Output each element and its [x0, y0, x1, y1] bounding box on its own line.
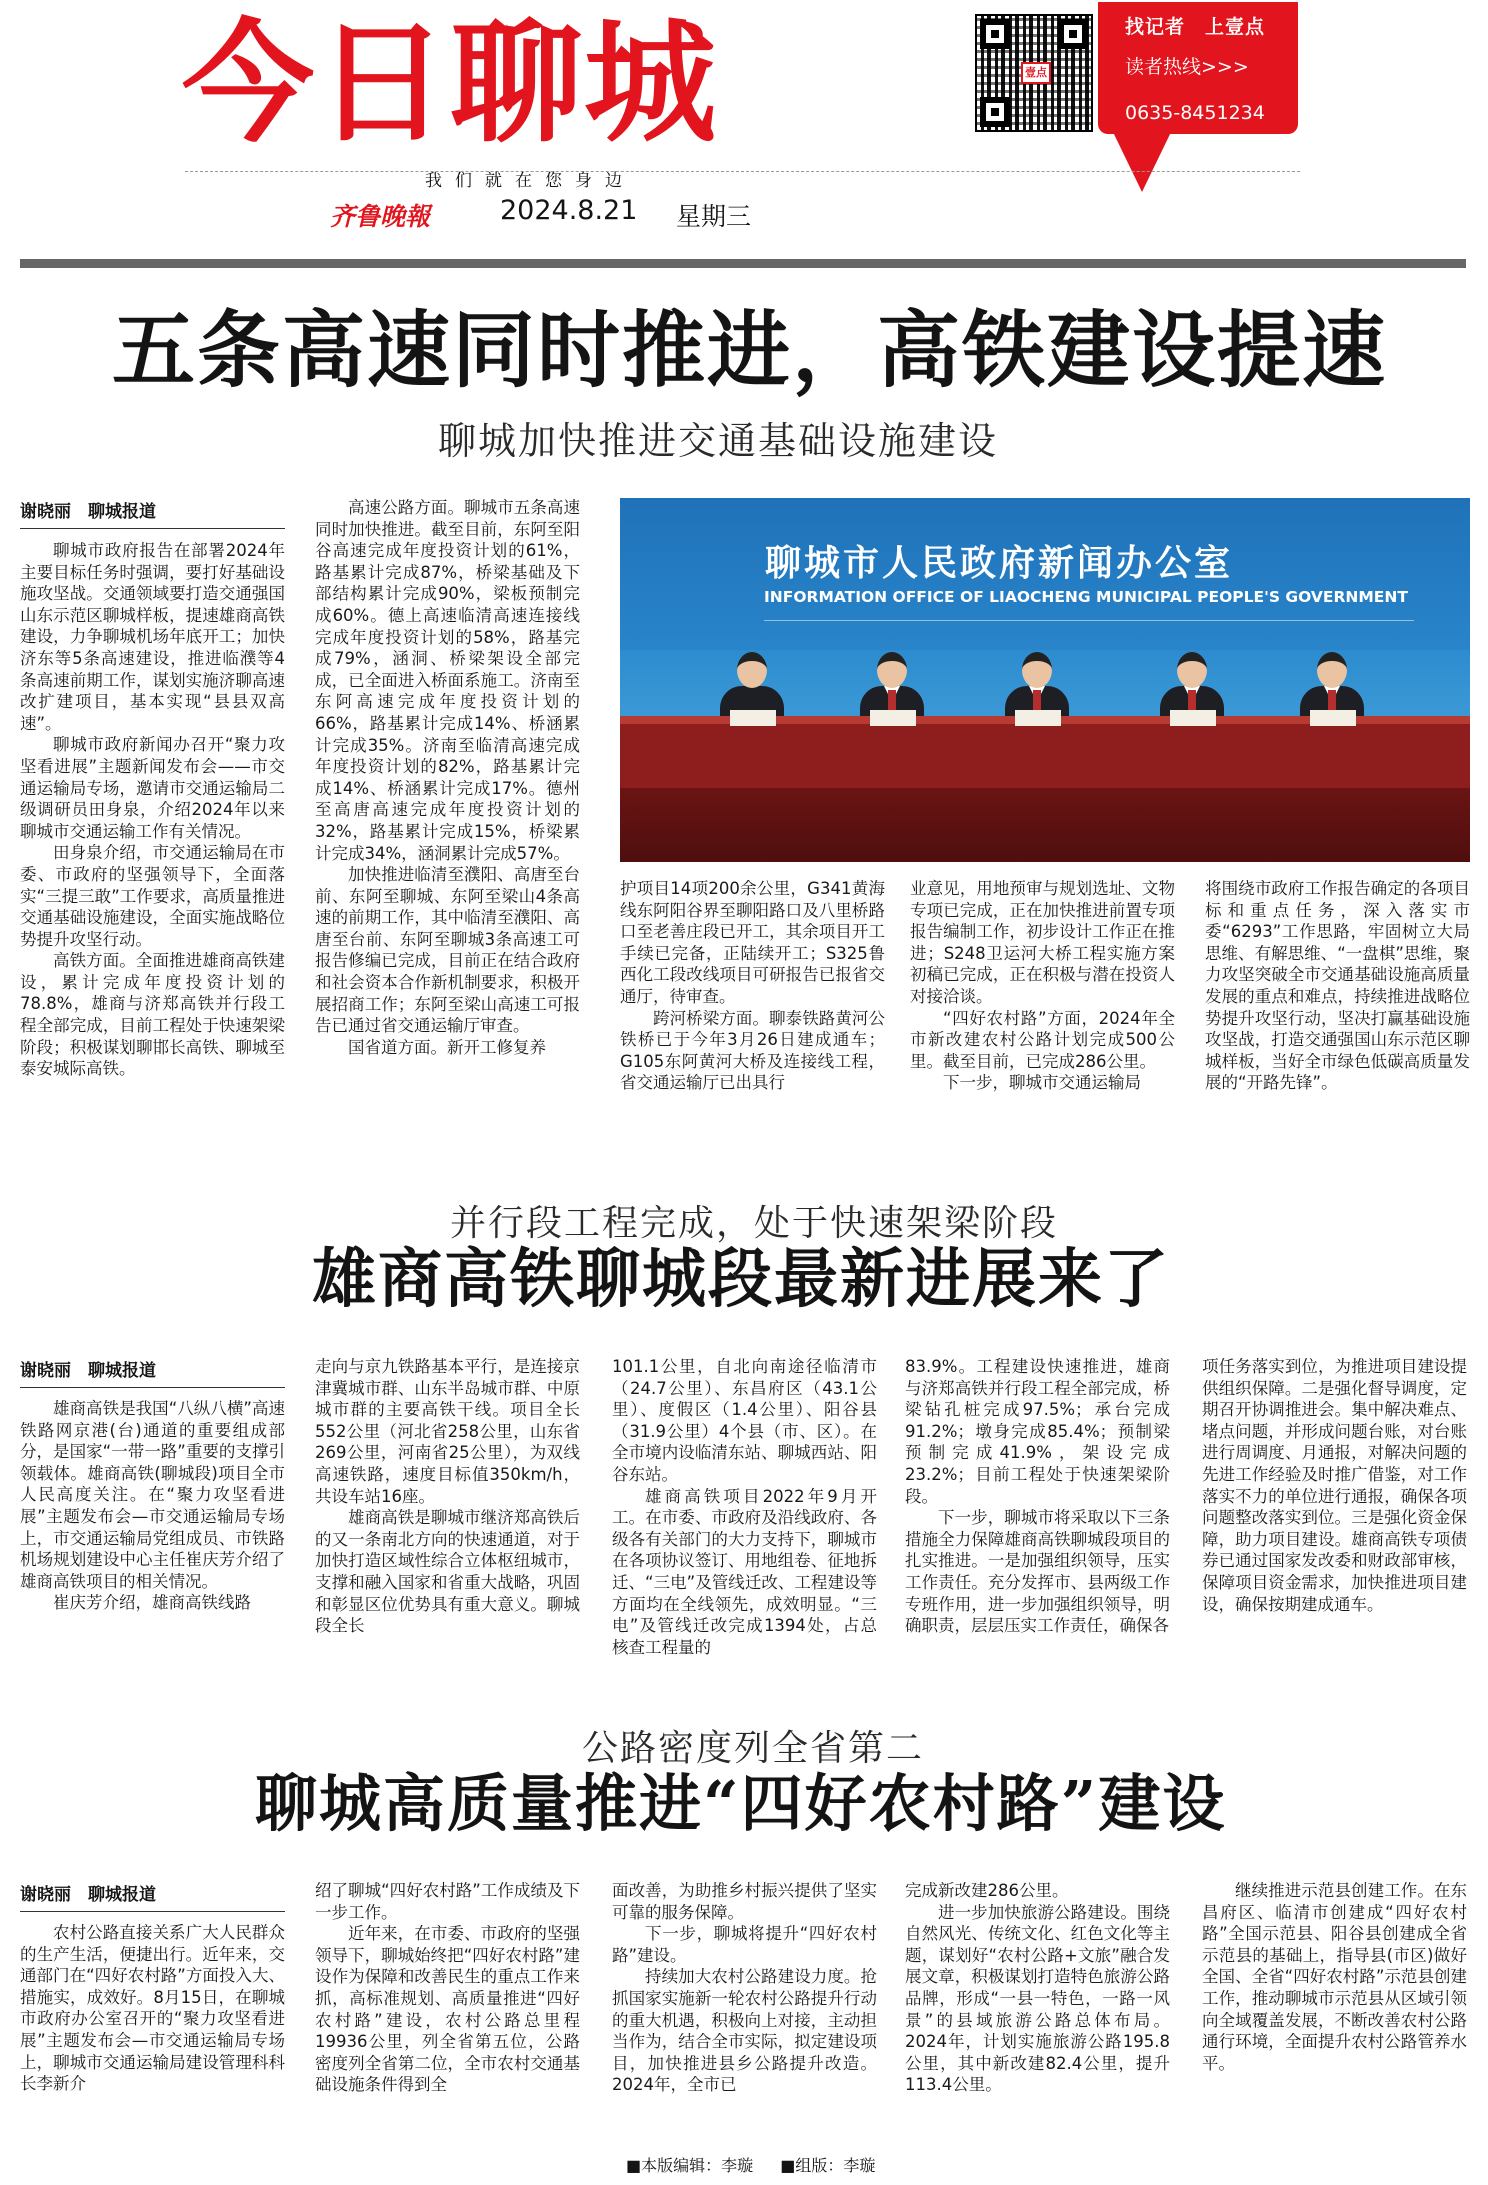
article2-column-5	[1202, 1356, 1467, 1670]
footer-editor: ■本版编辑：李璇	[626, 2156, 754, 2175]
paragraph: 绍了聊城“四好农村路”工作成绩及下一步工作。	[315, 1881, 580, 1922]
paragraph: 面改善，为助推乡村振兴提供了坚实可靠的服务保障。	[612, 1881, 877, 1922]
paragraph: 继续推进示范县创建工作。在东昌府区、临清市创建成“四好农村路”全国示范县、阳谷县创建成全省示范县的基础上，指导县(市区)做好全国、全省“四好农村路”示范县创建工作，推动聊城市示范县从区域引领向全域覆盖发展，不断改善农村公路通行环境，全面提升农村公路管养水平。	[1202, 1881, 1467, 2073]
paragraph: 将围绕市政府工作报告确定的各项目标和重点任务，深入落实市委“6293”工作思路，牢固树立大局思维、有解思维、“一盘棋”思维，聚力攻坚突破全市交通基础设施高质量发展的重点和难点，持续推进战略位势提升攻坚行动，坚决打赢基础设施攻坚战，打造交通强国山东示范区聊城样板，当好全市绿色低碳高质量发展的“开路先锋”。	[1205, 879, 1470, 1093]
photo-backdrop-title: 聊城市人民政府新闻办公室	[765, 543, 1234, 584]
paragraph: 雄商高铁是聊城市继济郑高铁后的又一条南北方向的快速通道，对于加快打造区域性综合立体枢纽城市，支撑和融入国家和省重大战略，巩固和彰显区位优势具有重大意义。聊城段全长	[315, 1508, 580, 1636]
qr-code[interactable]	[975, 14, 1093, 132]
article1-column-2	[315, 497, 580, 1150]
footer-layout: ■组版：李璇	[780, 2156, 876, 2175]
photo-backdrop-divider	[764, 620, 1414, 621]
name-tent	[730, 710, 776, 726]
paragraph: 雄商高铁是我国“八纵八横”高速铁路网京港(台)通道的重要组成部分，是国家“一带一路”重要的支撑引领载体。雄商高铁(聊城段)项目全市人民高度关注。在“聚力攻坚看进展”主题发布会—市交通运输局专场上，市交通运输局党组成员、市铁路机场规划建设中心主任崔庆芳介绍了雄商高铁项目的相关情况。	[20, 1399, 285, 1591]
photo-backdrop-subtitle: INFORMATION OFFICE OF LIAOCHENG MUNICIPAL PEOPLE'S GOVERNMENT	[764, 588, 1408, 606]
paragraph: 聊城市政府报告在部署2024年主要目标任务时强调，要打好基础设施攻坚战。交通领域要打造交通强国山东示范区聊城样板，提速雄商高铁建设，力争聊城机场年底开工；加快济东等5条高速建设，推进临濮等4条高速前期工作，谋划实施济聊高速改扩建项目，基本实现“县县双高速”。	[20, 541, 285, 733]
paragraph: 项任务落实到位，为推进项目建设提供组织保障。二是强化督导调度，定期召开协调推进会。集中解决难点、堵点问题，并形成问题台账，对台账进行周调度、月通报，对解决问题的先进工作经验及时推广借鉴，对工作落实不力的单位进行通报，确保各项问题整改落实到位。三是强化资金保障，助力项目建设。雄商高铁专项债券已通过国家发改委和财政部审核，保障项目资金需求，加快推进项目建设，确保按期建成通车。	[1202, 1357, 1467, 1614]
article2-kicker: 并行段工程完成，处于快速架梁阶段	[450, 1203, 1059, 1244]
paragraph: “四好农村路”方面，2024年全市新改建农村公路计划完成500公里。截至目前，已完成286公里。	[910, 1008, 1175, 1071]
paper-logo: 齐鲁晚報	[330, 202, 431, 231]
paragraph: 走向与京九铁路基本平行，是连接京津冀城市群、山东半岛城市群、中原城市群的主要高铁干线。项目全长552公里（河北省258公里，山东省269公里，河南省25公里），为双线高速铁路，速度目标值350km/h，共设车站16座。	[315, 1357, 580, 1506]
paragraph: 高铁方面。全面推进雄商高铁建设，累计完成年度投资计划的78.8%，雄商与济郑高铁并行段工程全部完成，目前工程处于快速架梁阶段；积极谋划聊邯长高铁、聊城至泰安城际高铁。	[20, 951, 285, 1079]
paragraph: 农村公路直接关系广大人民群众的生产生活，便捷出行。近年来，交通部门在“四好农村路”方面投入大、措施实，成效好。8月15日，在聊城市政府办公室召开的“聚力攻坚看进展”主题发布会—市交通运输局专场上，聊城市交通运输局建设管理科科长李新介	[20, 1923, 285, 2094]
paragraph: 高速公路方面。聊城市五条高速同时加快推进。截至目前，东阿至阳谷高速完成年度投资计划的61%，路基累计完成87%，桥梁基础及下部结构累计完成90%，梁板预制完成60%。德上高速临清高速连接线完成年度投资计划的58%，路基完成79%，涵洞、桥梁架设全部完成，已全面进入桥面系施工。济南至东阿高速完成年度投资计划的66%，路基累计完成14%、桥涵累计完成35%。济南至临清高速完成年度投资计划的82%，路基累计完成14%、桥涵累计完成17%。德州至高唐高速完成年度投资计划的32%，路基累计完成15%，桥梁累计完成34%，涵洞累计完成57%。	[315, 498, 580, 863]
issue-weekday: 星期三	[676, 202, 752, 231]
paragraph: 下一步，聊城市将采取以下三条措施全力保障雄商高铁聊城段项目的扎实推进。一是加强组织领导，压实工作责任。充分发挥市、县两级工作专班作用，进一步加强组织领导，明确职责，层层压实工作责任，确保各	[905, 1508, 1170, 1636]
article2-byline: 谢晓丽 聊城报道	[20, 1356, 285, 1388]
article1-headline: 五条高速同时推进，高铁建设提速	[112, 301, 1387, 399]
paragraph: 聊城市政府新闻办召开“聚力攻坚看进展”主题新闻发布会——市交通运输局专场，邀请市交通运输局二级调研员田身泉，介绍2024年以来聊城市交通运输工作有关情况。	[20, 735, 285, 841]
bubble-line-1: 找记者 上壹点	[1125, 16, 1266, 38]
hotline-number: 0635-8451234	[1125, 102, 1265, 124]
name-tent	[1170, 710, 1216, 726]
paragraph: 进一步加快旅游公路建设。围绕自然风光、传统文化、红色文化等主题，谋划好“农村公路+文旅”融合发展文章，积极谋划打造特色旅游公路品牌，形成“一县一特色，一路一风景”的县域旅游公路总体布局。2024年，计划实施旅游公路195.8公里，其中新改建82.4公里，提升113.4公里。	[905, 1902, 1170, 2095]
article3-column-5	[1202, 1880, 1467, 2142]
article1-subhead: 聊城加快推进交通基础设施建设	[438, 419, 999, 463]
issue-date: 2024.8.21	[500, 195, 638, 226]
paragraph: 国省道方面。新开工修复养	[348, 1037, 546, 1057]
paragraph: 持续加大农村公路建设力度。抢抓国家实施新一轮农村公路提升行动的重大机遇，积极向上对接，主动担当作为，结合全市实际，拟定建设项目，加快推进县乡公路提升改造。2024年，全市已	[612, 1967, 877, 2095]
article3-column-3	[612, 1880, 877, 2142]
paragraph: 下一步，聊城市交通运输局	[943, 1073, 1141, 1093]
masthead-slogan: 我们就在您身边	[425, 171, 635, 191]
paragraph: 田身泉介绍，市交通运输局在市委、市政府的坚强领导下，全面落实“三提三敢”工作要求，高质量推进交通基础设施建设，全面实施战略位势提升攻坚行动。	[20, 843, 285, 949]
article3-kicker: 公路密度列全省第二	[582, 1728, 925, 1769]
name-tent	[1015, 710, 1061, 726]
article1-column-5	[1205, 878, 1470, 1150]
article2-column-4	[905, 1356, 1170, 1670]
paragraph: 业意见，用地预审与规划选址、文物专项已完成，正在加快推进前置专项报告编制工作，初步设计工作正在推进；S248卫运河大桥工程实施方案初稿已完成，正在积极与潜在投资人对接洽谈。	[910, 879, 1175, 1006]
article3-headline: 聊城高质量推进“四好农村路”建设	[255, 1767, 1227, 1840]
paragraph: 101.1公里，自北向南途径临清市（24.7公里）、东昌府区（43.1公里）、度假区（1.4公里）、阳谷县（31.9公里）4个县（市、区）。在全市境内设临清东站、聊城西站、阳谷东站。	[612, 1357, 877, 1484]
masthead-dashed-line	[185, 171, 1300, 172]
article3-column-4	[905, 1880, 1170, 2142]
paragraph: 近年来，在市委、市政府的坚强领导下，聊城始终把“四好农村路”建设作为保障和改善民生的重点工作来抓，高标准规划、高质量推进“四好农村路”建设，农村公路总里程19936公里，列全省第五位，公路密度列全省第二位，全市农村交通基础设施条件得到全	[315, 1924, 580, 2095]
article2-column-3	[612, 1356, 877, 1670]
name-tent	[870, 710, 916, 726]
article2-headline: 雄商高铁聊城段最新进展来了	[312, 1242, 1170, 1317]
paragraph: 雄商高铁项目2022年9月开工。在市委、市政府及沿线政府、各级各有关部门的大力支持下，聊城市在各项协议签订、用地组卷、征地拆迁、“三电”及管线迁改、工程建设等方面均在全线领先，成效明显。“三电”及管线迁改完成1394处，占总核查工程量的	[612, 1486, 877, 1657]
article2-column-2	[315, 1356, 580, 1670]
article1-column-4	[910, 878, 1175, 1150]
article1-column-3	[620, 878, 885, 1150]
page-footer	[626, 2153, 875, 2176]
article2-column-1	[20, 1398, 285, 1670]
paragraph: 83.9%。工程建设快速推进，雄商与济郑高铁并行段工程全部完成，桥梁钻孔桩完成97.5%；承台完成91.2%；墩身完成85.4%；预制梁预制完成41.9%，架设完成23.2%；目前工程处于快速架梁阶段。	[905, 1357, 1170, 1506]
article3-column-1	[20, 1922, 285, 2142]
paragraph: 跨河桥梁方面。聊泰铁路黄河公铁桥已于今年3月26日建成通车；G105东阿黄河大桥及连接线工程，省交通运输厅已出具行	[620, 1008, 885, 1093]
article3-byline: 谢晓丽 聊城报道	[20, 1880, 285, 1912]
masthead-title: 今日聊城	[182, 7, 718, 161]
masthead-rule	[20, 259, 1466, 268]
article1-byline: 谢晓丽 聊城报道	[20, 497, 285, 529]
press-stage	[620, 788, 1470, 862]
qr-logo: 壹点	[1021, 62, 1051, 84]
paragraph: 护项目14项200余公里，G341黄海线东阿阳谷界至聊阳路口及八里桥路口至老善庄段已开工，其余项目开工手续已完备，正陆续开工；S325鲁西化工段改线项目可研报告已报省交通厅，待审查。	[620, 879, 885, 1006]
article3-column-2	[315, 1880, 580, 2142]
press-table	[620, 716, 1470, 788]
article1-column-1	[20, 540, 285, 1150]
paragraph: 完成新改建286公里。	[905, 1881, 1069, 1900]
name-tent	[1310, 710, 1356, 726]
paragraph: 加快推进临清至濮阳、高唐至台前、东阿至聊城、东阿至梁山4条高速的前期工作，其中临清至濮阳、高唐至台前、东阿至聊城3条高速工可报告修编已完成，目前正在结合政府和社会资本合作新机制要求，积极开展招商工作；东阿至梁山高速工可报告已通过省交通运输厅审查。	[315, 865, 580, 1036]
speech-bubble-tail	[1112, 130, 1172, 192]
paragraph: 下一步，聊城将提升“四好农村路”建设。	[612, 1924, 877, 1965]
paragraph: 崔庆芳介绍，雄商高铁线路	[53, 1593, 251, 1613]
bubble-line-2: 读者热线>>>	[1125, 56, 1249, 78]
